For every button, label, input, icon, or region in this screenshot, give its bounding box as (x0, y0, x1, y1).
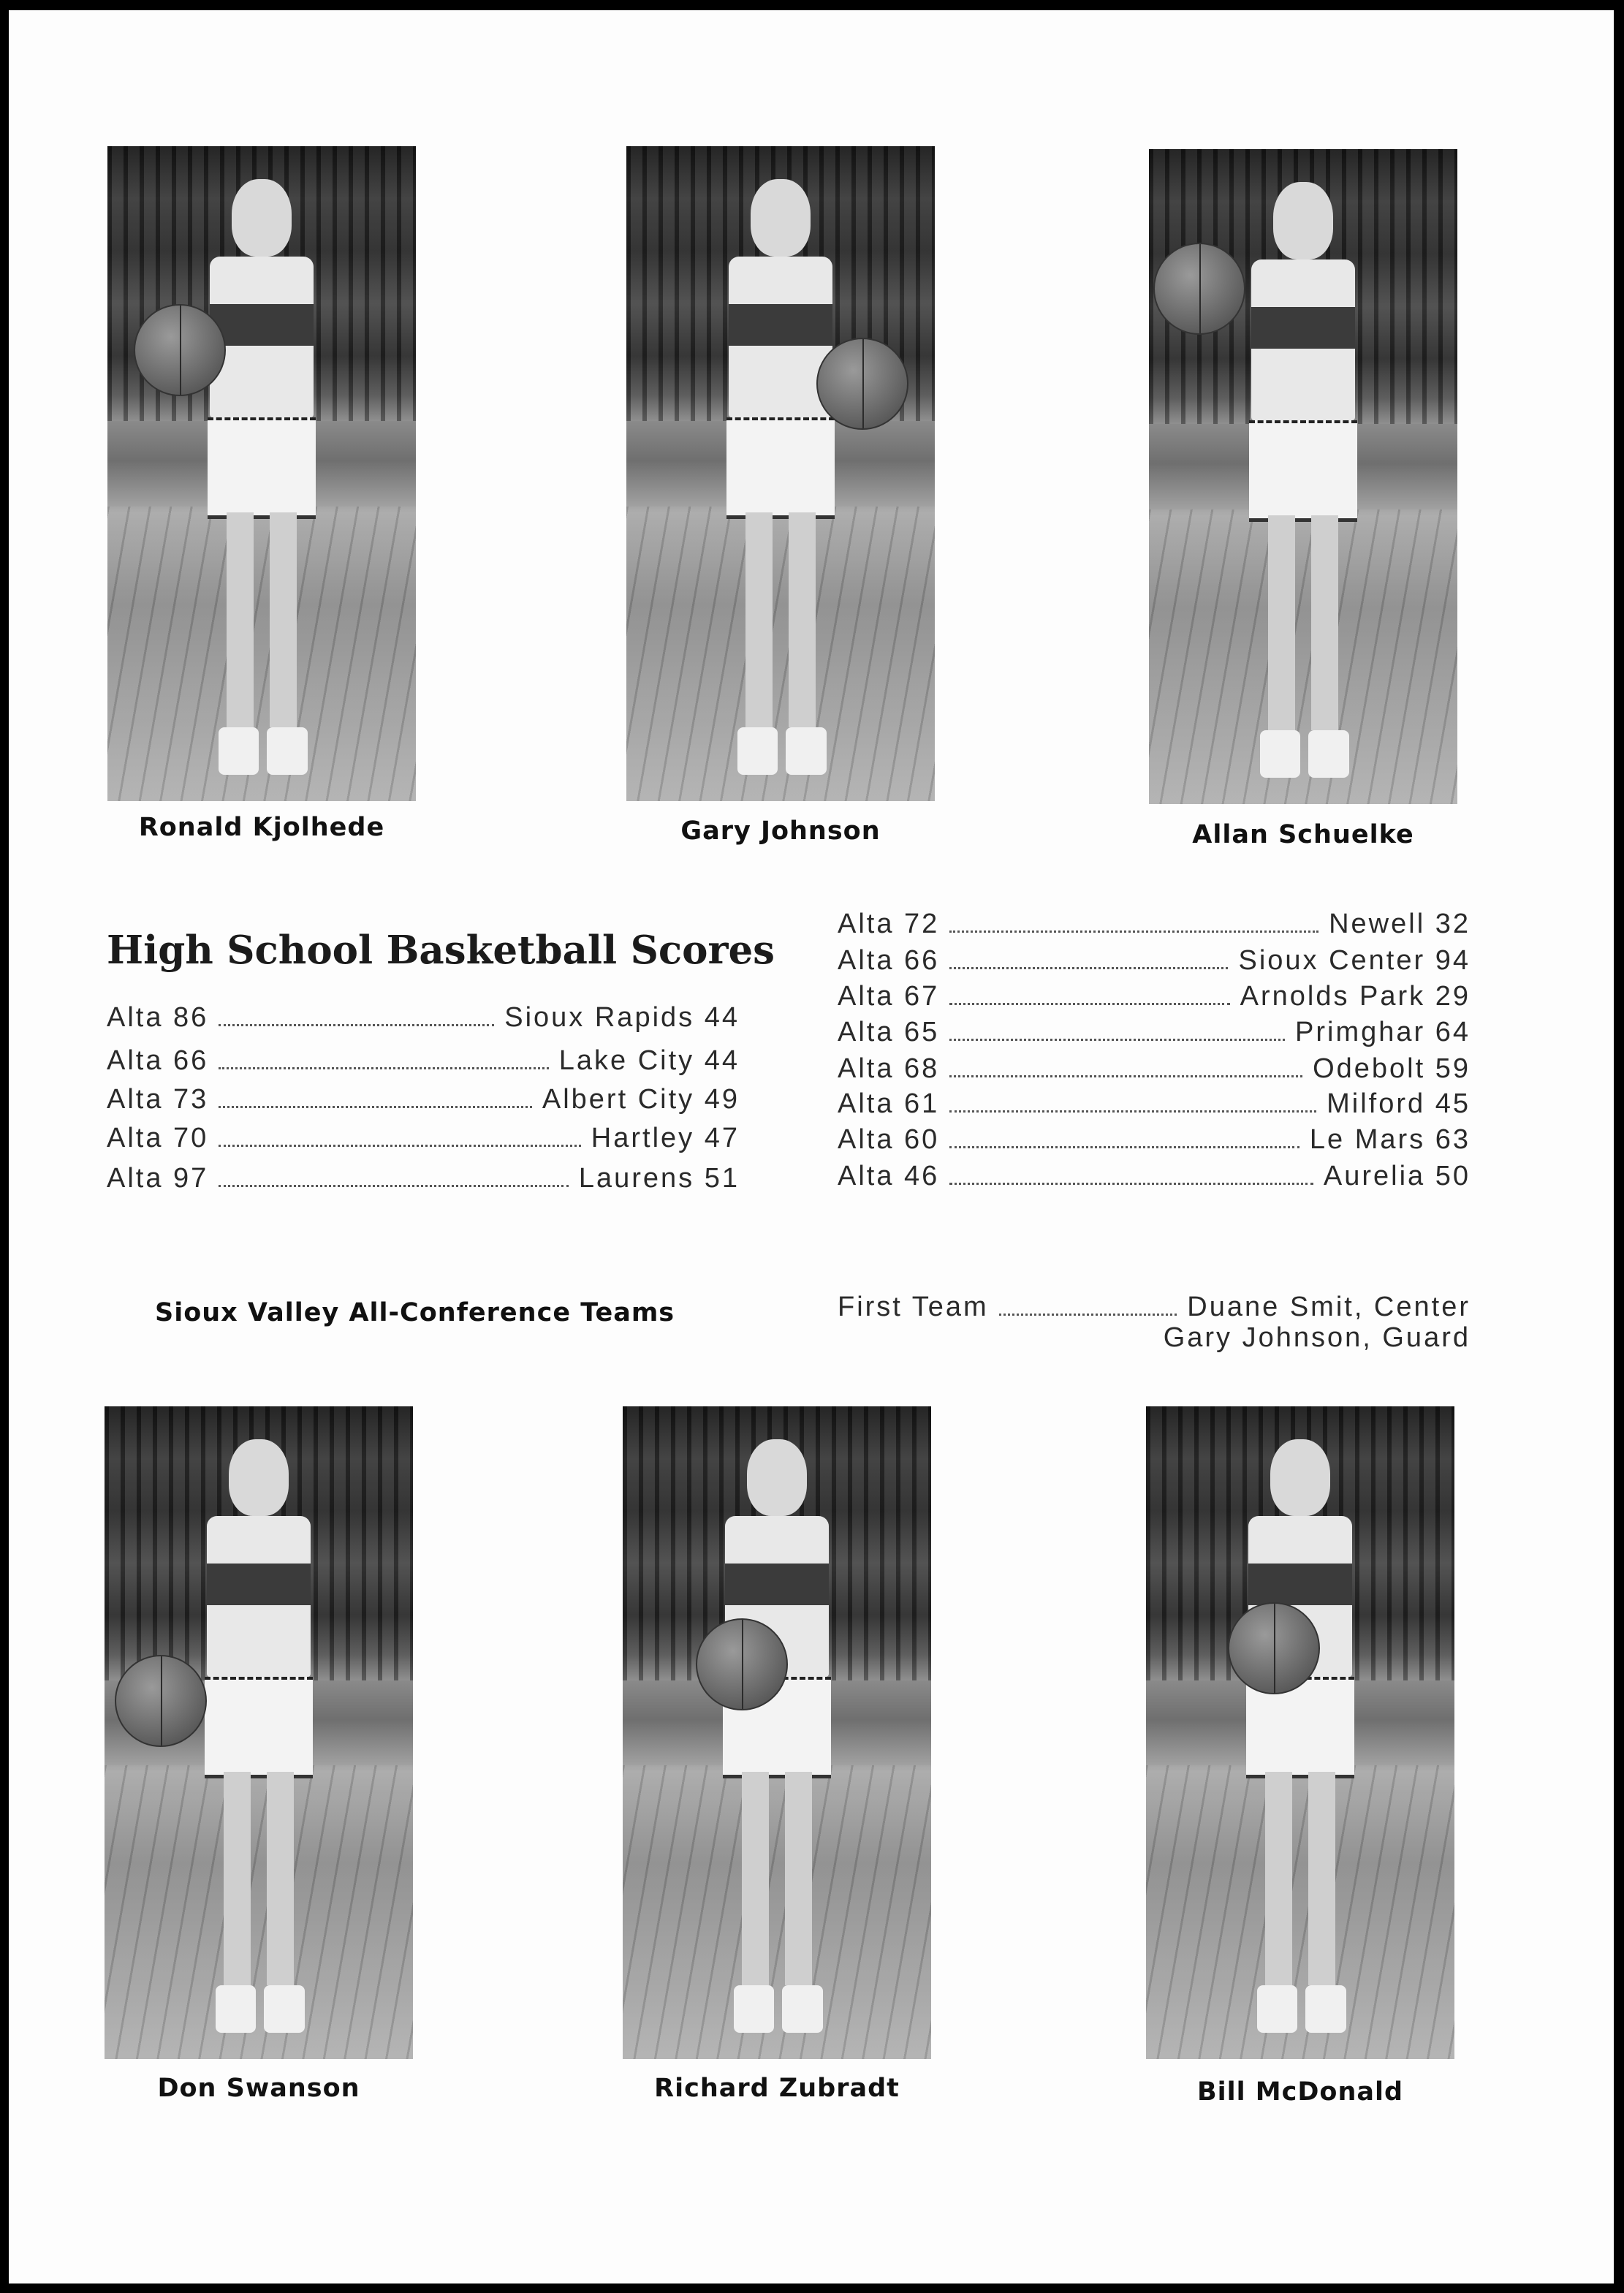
score-row: Alta 46 Aurelia 50 (838, 1161, 1471, 1191)
player-name-caption: Bill McDonald (1196, 2077, 1404, 2107)
first-team-member: Gary Johnson, Guard (1163, 1322, 1471, 1353)
player-photo-kjolhede (107, 146, 416, 801)
basketball-icon (134, 304, 226, 396)
player-figure (191, 1439, 327, 2034)
yearbook-page (9, 10, 1614, 2283)
player-figure (194, 179, 330, 775)
first-team-row: First Team Duane Smit, Center (838, 1292, 1471, 1322)
conference-heading: Sioux Valley All-Conference Teams (155, 1298, 675, 1327)
basketball-icon (696, 1618, 788, 1710)
score-row: Alta 70 Hartley 47 (107, 1123, 740, 1153)
score-row: Alta 65 Primghar 64 (838, 1017, 1471, 1047)
player-photo-mcdonald (1146, 1406, 1454, 2059)
basketball-icon (1153, 243, 1245, 335)
score-row: Alta 68 Odebolt 59 (838, 1053, 1471, 1084)
basketball-icon (1228, 1602, 1320, 1694)
player-figure (1235, 182, 1371, 778)
player-name-caption: Don Swanson (157, 2074, 360, 2103)
player-name-caption: Richard Zubradt (654, 2074, 900, 2103)
player-figure (709, 1439, 845, 2034)
player-photo-zubradt (623, 1406, 931, 2059)
basketball-icon (816, 338, 908, 430)
score-row: Alta 61 Milford 45 (838, 1088, 1471, 1119)
player-name-caption: Gary Johnson (680, 816, 881, 846)
score-row: Alta 67 Arnolds Park 29 (838, 981, 1471, 1012)
player-photo-schuelke (1149, 149, 1457, 804)
score-row: Alta 97 Laurens 51 (107, 1163, 740, 1194)
score-row: Alta 73 Albert City 49 (107, 1084, 740, 1115)
scores-heading: High School Basketball Scores (107, 928, 775, 973)
player-name-caption: Ronald Kjolhede (138, 813, 385, 842)
score-row: Alta 86 Sioux Rapids 44 (107, 1002, 740, 1033)
score-row: Alta 72 Newell 32 (838, 909, 1471, 939)
basketball-icon (115, 1655, 207, 1747)
player-figure (713, 179, 849, 775)
score-row: Alta 66 Lake City 44 (107, 1045, 740, 1076)
player-name-caption: Allan Schuelke (1192, 820, 1414, 849)
player-photo-johnson (626, 146, 935, 801)
score-row: Alta 60 Le Mars 63 (838, 1124, 1471, 1155)
player-figure (1232, 1439, 1368, 2034)
score-row: Alta 66 Sioux Center 94 (838, 945, 1471, 976)
player-photo-swanson (105, 1406, 413, 2059)
